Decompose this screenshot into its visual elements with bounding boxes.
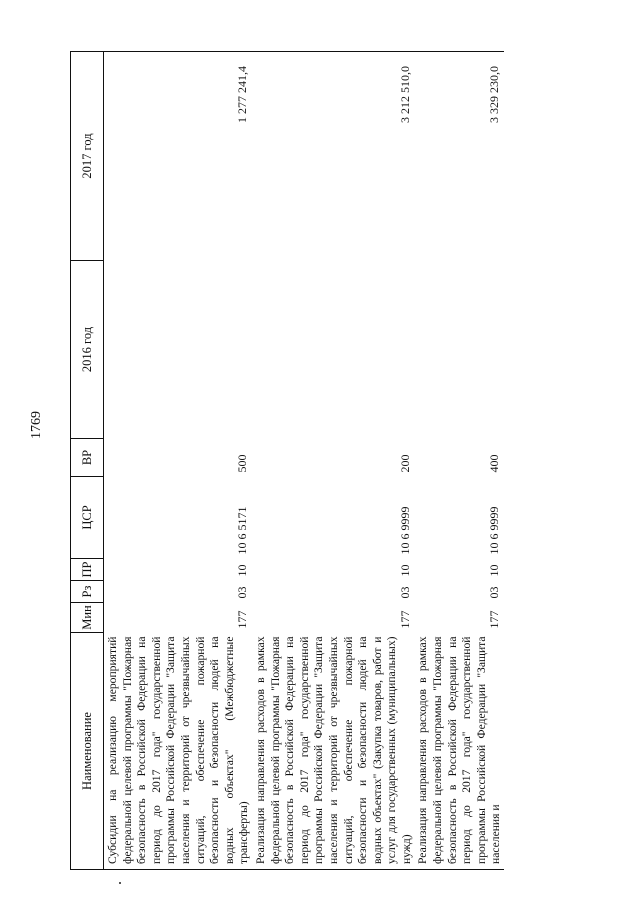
row-rz: 03 (235, 586, 250, 599)
scan-speck (119, 882, 121, 884)
row-min: 177 (235, 610, 250, 629)
row-min: 177 (487, 610, 502, 629)
row-rz: 03 (487, 586, 502, 599)
row-amount-2017: 1 277 241,4 (104, 52, 252, 261)
budget-table (70, 51, 504, 870)
table-header-row (71, 52, 104, 870)
row-amount-2017: 3 329 230,0 (414, 52, 504, 261)
row-vr: 200 (397, 454, 412, 473)
row-vr: 500 (235, 454, 250, 473)
row-csr: 10 6 9999 (397, 506, 412, 555)
header-vr: ВР (71, 439, 104, 477)
header-pr: ПР (71, 559, 104, 581)
row-min: 177 (397, 610, 412, 629)
header-2016: 2016 год (71, 261, 104, 439)
row-pr: 10 (487, 564, 502, 577)
page-number: 1769 (29, 411, 44, 439)
row-csr: 10 6 9999 (487, 506, 502, 555)
row-pr: 10 (235, 564, 250, 577)
table-row (104, 52, 252, 870)
header-name: Наименование (71, 633, 104, 870)
row-amount-2016 (104, 261, 252, 439)
header-min: Мин (71, 603, 104, 633)
header-csr: ЦСР (71, 477, 104, 559)
table-row (414, 52, 504, 870)
row-amount-2016 (252, 261, 415, 439)
table-row (252, 52, 415, 870)
row-name: Реализация направления расходов в рамках федеральной целевой программы "Пожарная безопасность в Российской Федерации на период до 2017 года" государственной программы Российской Федерации "Защита населения и (414, 633, 504, 870)
row-vr: 400 (487, 454, 502, 473)
row-csr: 10 6 5171 (235, 506, 250, 555)
header-2017: 2017 год (71, 52, 104, 261)
row-name: Субсидии на реализацию мероприятий федеральной целевой программы "Пожарная безопасность в Российской Федерации на период до 2017 года" государственной программы Российской Федерации "Защита населения и территорий от чрезвычайных ситуаций, обеспечение пожарной безопасности и безопасности людей на водных объектах" (Межбюджетные трансферты) (104, 633, 252, 870)
row-amount-2017: 3 212 510,0 (252, 52, 415, 261)
row-pr: 10 (397, 564, 412, 577)
rotated-page-content (70, 52, 610, 870)
row-name: Реализация направления расходов в рамках федеральной целевой программы "Пожарная безопасность в Российской Федерации на период до 2017 года" государственной программы Российской Федерации "Защита населения и территорий от чрезвычайных ситуаций, обеспечение пожарной безопасности и безопасности людей на водных объектах" (Закупка товаров, работ и услуг для государственных (муниципальных) нужд) (252, 633, 415, 870)
row-amount-2016 (414, 261, 504, 439)
header-rz: Рз (71, 581, 104, 603)
row-rz: 03 (397, 586, 412, 599)
